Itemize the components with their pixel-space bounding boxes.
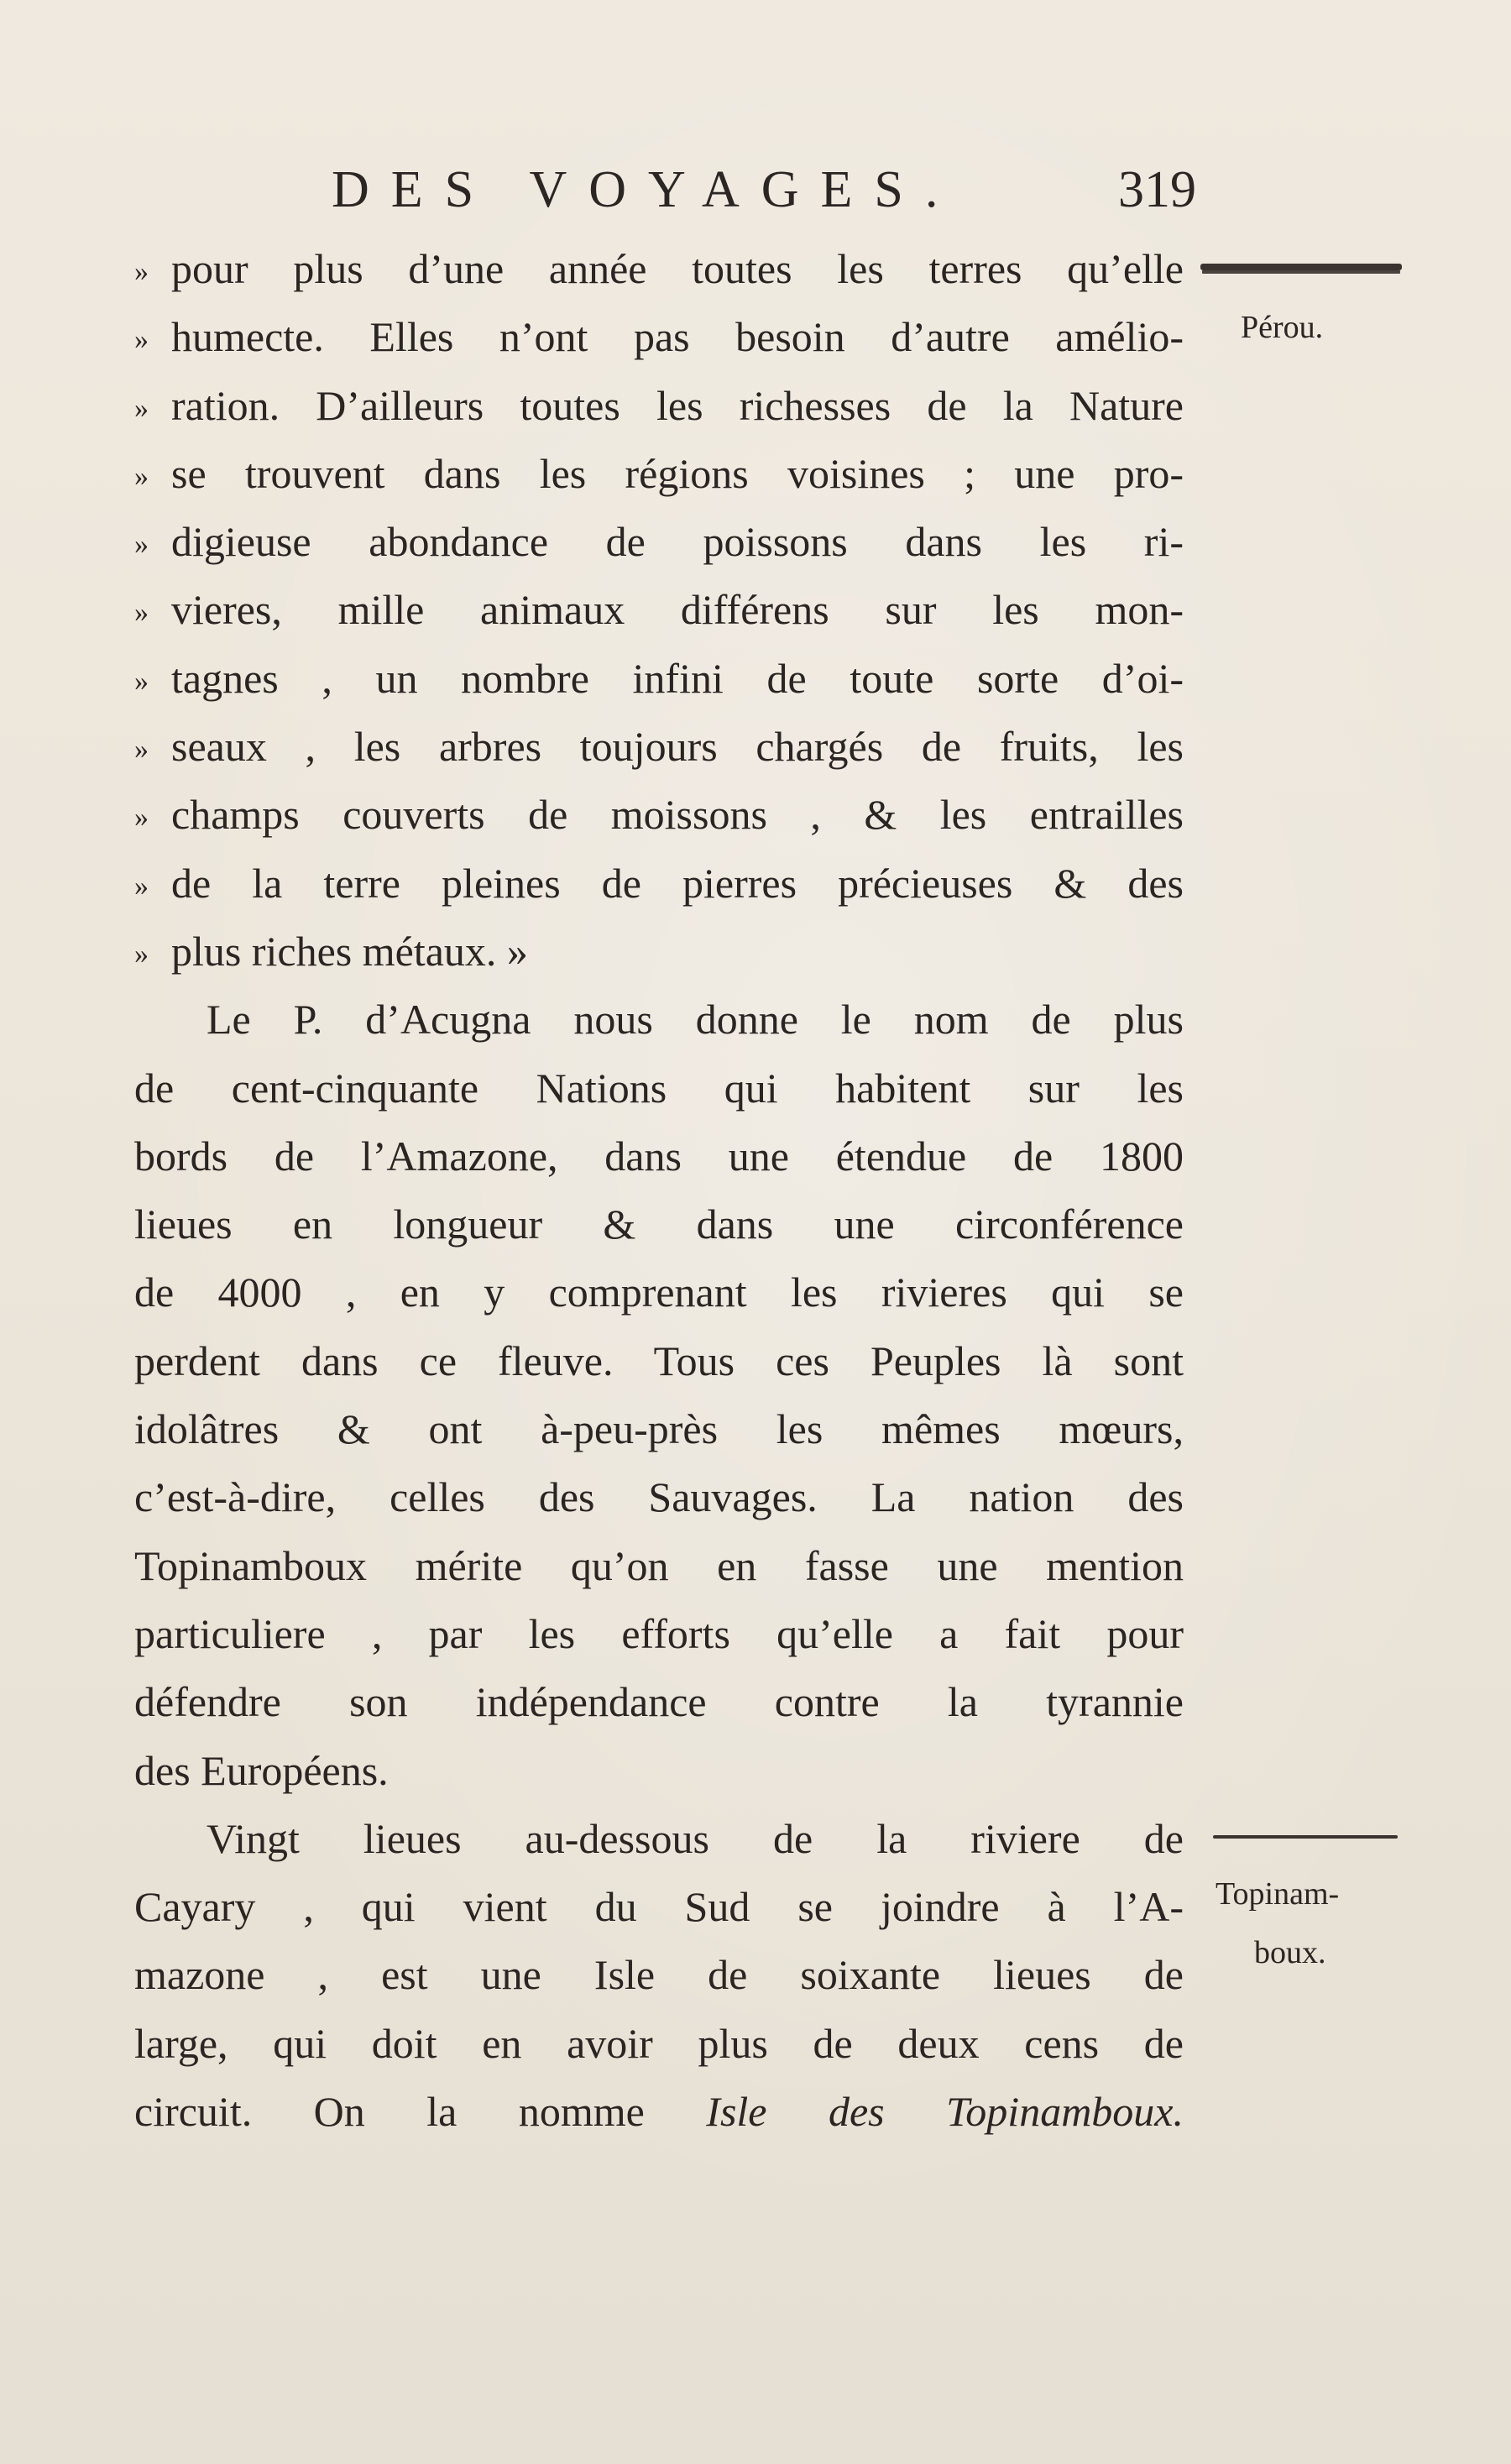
text-line (134, 235, 1184, 303)
line-text: de cent-cinquante Nations qui habitent sur les (134, 1064, 1184, 1112)
line-text: lieues en longueur & dans une circonférence (134, 1201, 1184, 1248)
line-text: ration. D’ailleurs toutes les richesses de la Nature (171, 381, 1184, 429)
text-line (134, 645, 1184, 713)
text-line (134, 781, 1184, 849)
text-line (134, 1258, 1184, 1326)
line-text: humecte. Elles n’ont pas besoin d’autre amélio- (171, 313, 1184, 361)
text-line (134, 440, 1184, 508)
quote-mark: » (134, 802, 149, 834)
text-line (134, 576, 1184, 644)
text-line (134, 1805, 1184, 1873)
line-text: vieres, mille animaux différens sur les mon- (171, 586, 1184, 634)
quote-mark: » (134, 734, 149, 766)
page-header (332, 156, 1196, 223)
text-line (134, 1873, 1184, 1941)
margin-rule-thin (1213, 1835, 1398, 1839)
line-text: tagnes , un nombre infini de toute sorte d’oi- (171, 654, 1184, 702)
text-line (134, 1122, 1184, 1190)
text-line (134, 1395, 1184, 1463)
text-line (134, 918, 1184, 986)
quote-mark: » (134, 392, 149, 424)
line-text: large, qui doit en avoir plus de deux cens de (134, 2019, 1184, 2067)
quote-mark: » (134, 529, 149, 561)
running-title: DES VOYAGES. (332, 161, 960, 218)
line-text: perdent dans ce fleuve. Tous ces Peuples là sont (134, 1337, 1184, 1384)
line-text: défendre son indépendance contre la tyrannie (134, 1678, 1184, 1726)
text-line (134, 986, 1184, 1054)
quote-mark: » (134, 460, 149, 492)
line-text: Vingt lieues au-dessous de la riviere de (207, 1814, 1184, 1862)
line-text: plus riches métaux. » (171, 927, 528, 975)
line-text: se trouvent dans les régions voisines ; une pro- (171, 449, 1184, 497)
margin-note-perou: Pérou. (1241, 310, 1324, 345)
line-text: particuliere , par les efforts qu’elle a fait pour (134, 1609, 1184, 1657)
quote-mark: » (134, 324, 149, 356)
text-line (134, 372, 1184, 440)
line-text: Le P. d’Acugna nous donne le nom de plus (207, 996, 1184, 1044)
margin-rule-thick (1200, 264, 1402, 270)
line-text: c’est-à-dire, celles des Sauvages. La nation des (134, 1473, 1184, 1521)
line-text: pour plus d’une année toutes les terres qu’elle (171, 245, 1184, 292)
line-text: de 4000 , en y comprenant les rivieres qui se (134, 1269, 1184, 1316)
line-text: seaux , les arbres toujours chargés de fruits, les (171, 723, 1184, 771)
line-text: Cayary , qui vient du Sud se joindre à l’A- (134, 1883, 1184, 1931)
line-text: circuit. On la nomme (134, 2088, 645, 2136)
line-text: bords de l’Amazone, dans une étendue de 1800 (134, 1132, 1184, 1180)
text-line (134, 2078, 1184, 2146)
page-number: 319 (1118, 161, 1196, 218)
text-line (134, 1054, 1184, 1122)
italic-place-name: Isle des Topinamboux. (706, 2088, 1184, 2136)
line-text: Topinamboux mérite qu’on en fasse une mention (134, 1541, 1184, 1589)
text-line (134, 1532, 1184, 1600)
text-line (134, 1668, 1184, 1736)
line-text: digieuse abondance de poissons dans les ri- (171, 518, 1184, 566)
quote-mark: » (134, 938, 149, 970)
line-text: idolâtres & ont à-peu-près les mêmes mœurs, (134, 1405, 1184, 1453)
margin-note-topinamboux-2: boux. (1254, 1935, 1326, 1970)
text-line (134, 1463, 1184, 1531)
line-text: des Européens. (134, 1746, 389, 1794)
text-line (134, 1327, 1184, 1395)
text-line (134, 1190, 1184, 1258)
line-text: mazone , est une Isle de soixante lieues de (134, 1951, 1184, 1999)
text-line (134, 508, 1184, 576)
text-line (134, 1941, 1184, 2009)
text-line (134, 1737, 1184, 1805)
text-line (134, 2010, 1184, 2078)
text-line (134, 1600, 1184, 1668)
line-text: de la terre pleines de pierres précieuses & des (171, 859, 1184, 907)
quote-mark: » (134, 665, 149, 697)
quote-mark: » (134, 256, 149, 287)
text-line (134, 850, 1184, 918)
text-line (134, 303, 1184, 371)
margin-note-topinamboux-1: Topinam- (1216, 1876, 1340, 1912)
text-line (134, 713, 1184, 781)
line-text: champs couverts de moissons , & les entrailles (171, 791, 1184, 839)
quote-mark: » (134, 870, 149, 902)
quote-mark: » (134, 597, 149, 629)
body-text (134, 235, 1184, 2146)
